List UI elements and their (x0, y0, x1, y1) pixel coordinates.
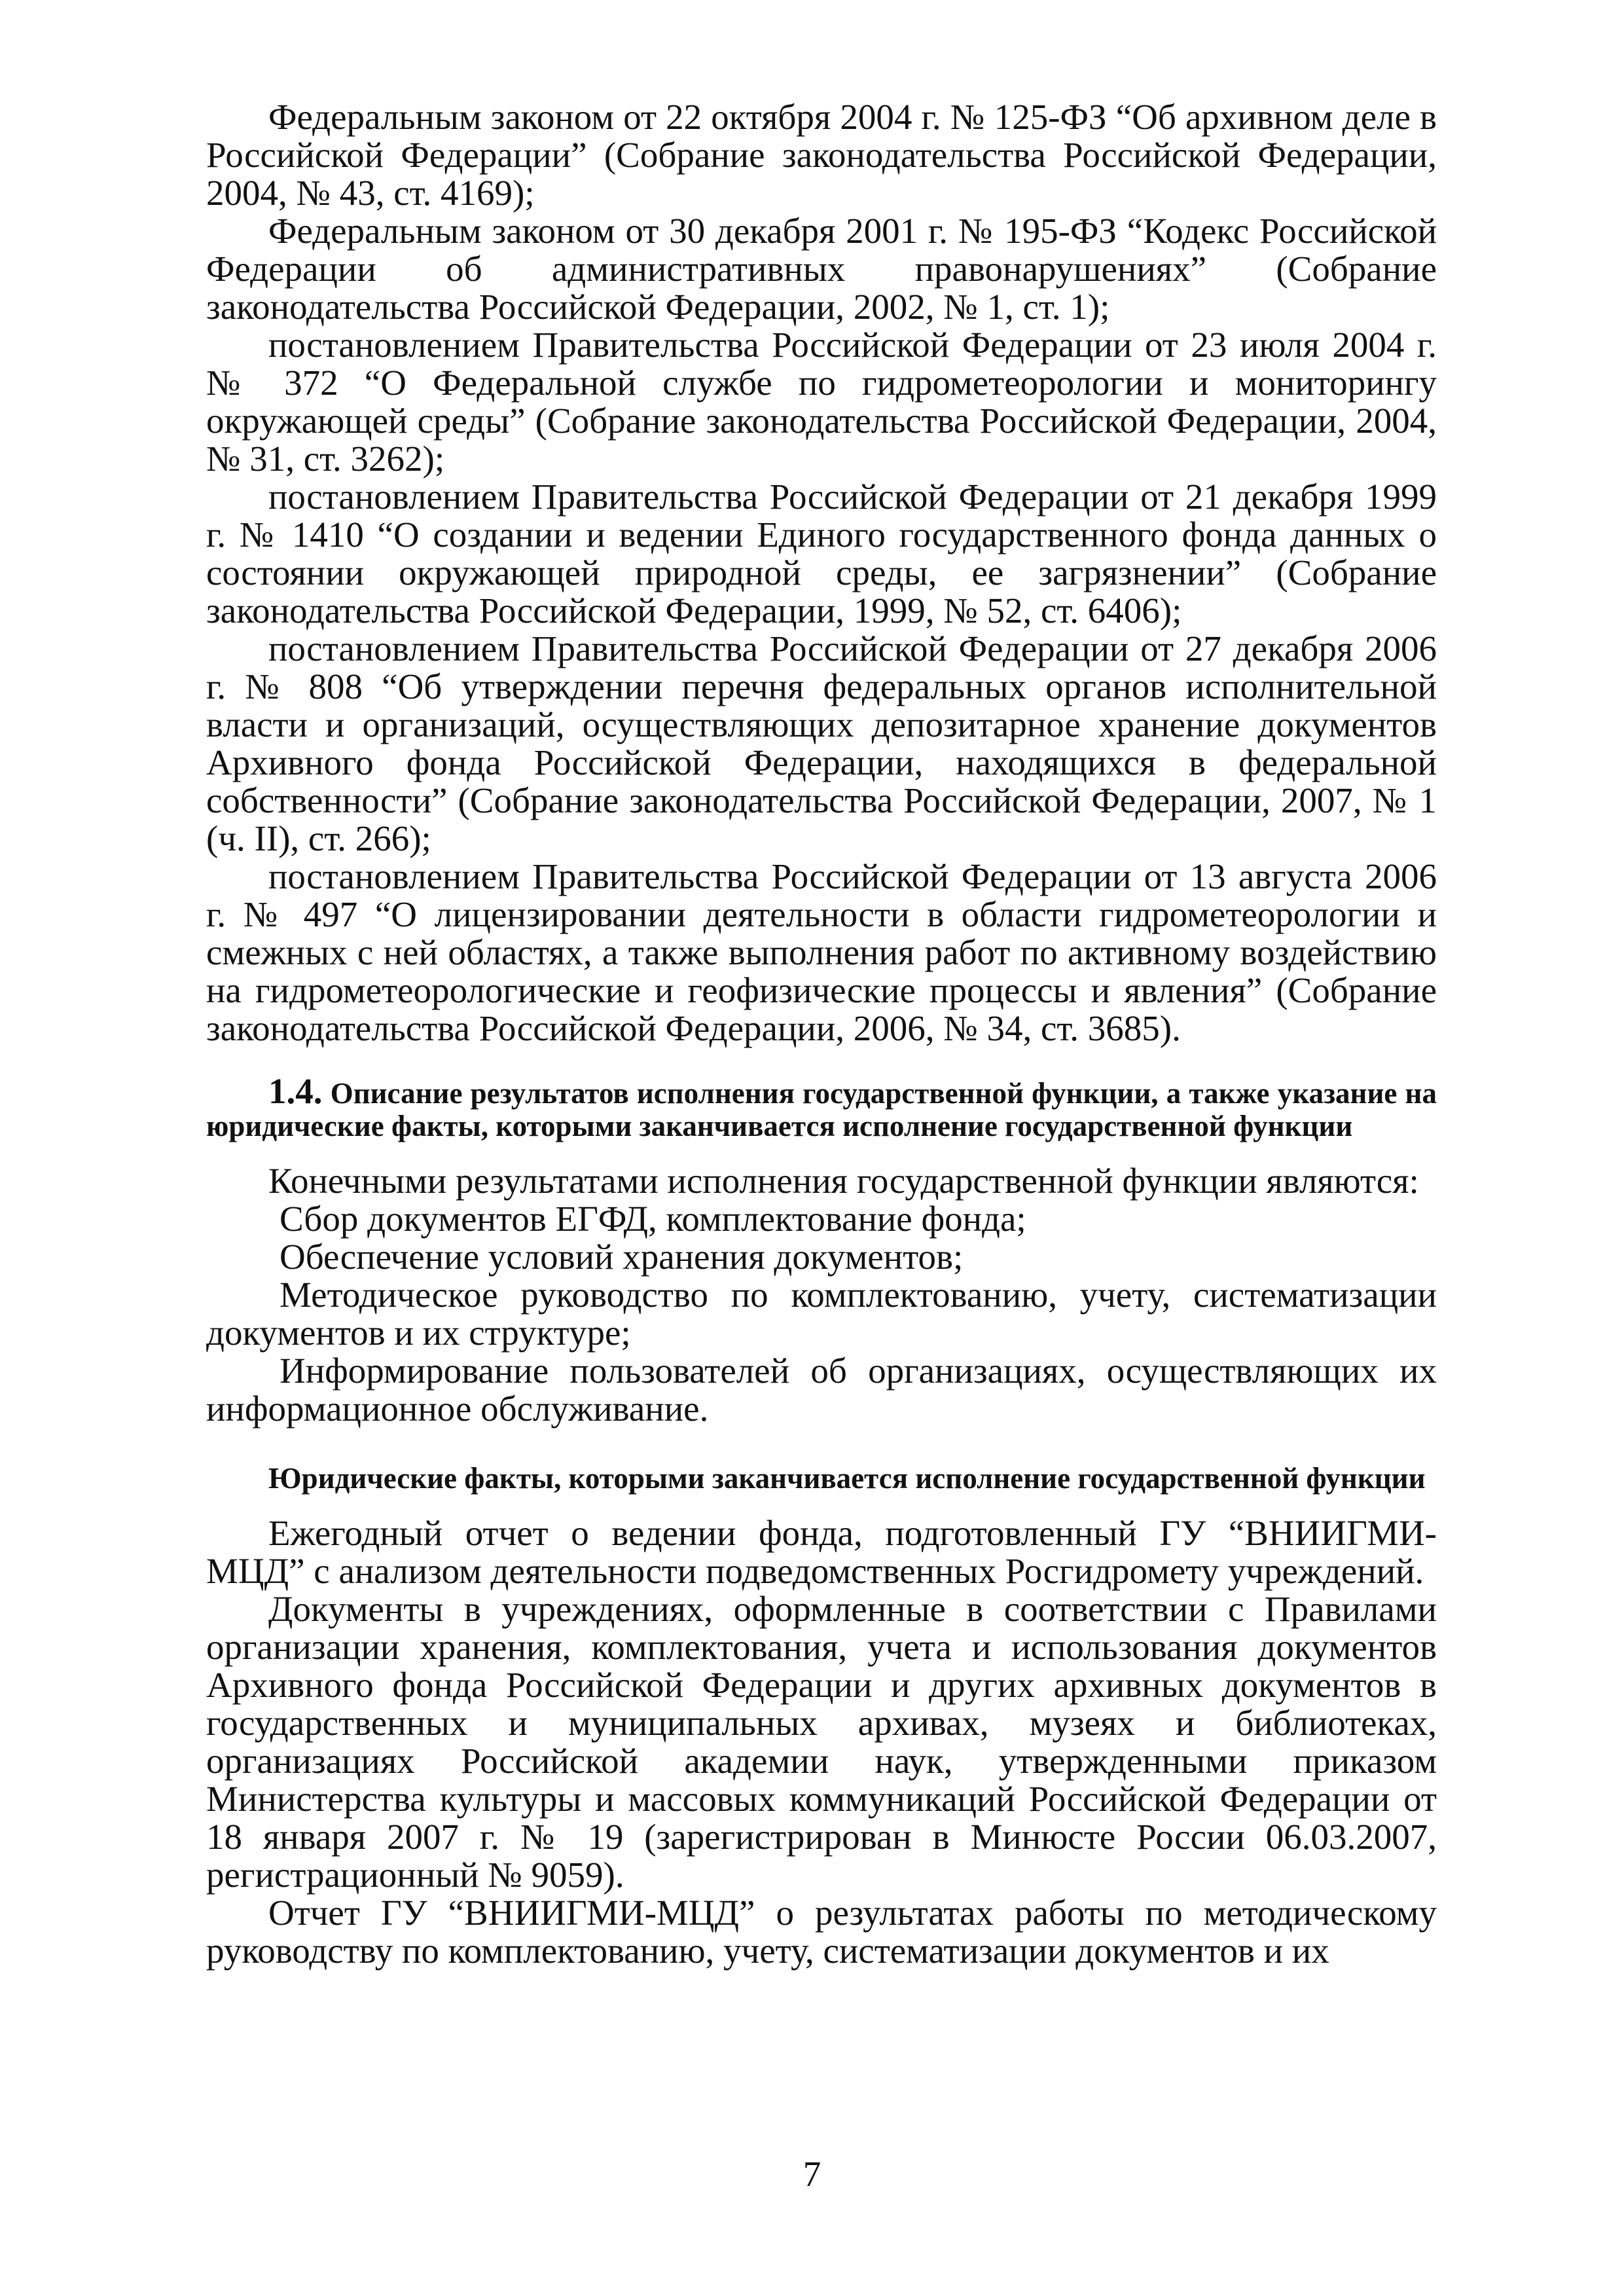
section-title: Описание результатов исполнения государственной функции, а также указание на юридические факты, которыми заканчивается исполнение государственной функции (206, 1077, 1437, 1142)
section-number: 1.4. (268, 1071, 323, 1111)
section-heading (206, 1071, 1437, 1142)
result-item: Информирование пользователей об организациях, осуществляющих их информационное обслуживание. (206, 1351, 1437, 1429)
result-item: Методическое руководство по комплектованию, учету, систематизации документов и их структуре; (206, 1275, 1437, 1353)
legal-facts-heading: Юридические факты, которыми заканчивается исполнение государственной функции (268, 1462, 1426, 1495)
legal-ref-item: постановлением Правительства Российской Федерации от 21 декабря 1999 г. № 1410 “О создании и ведении Единого государственного фонда данных о состоянии окружающей природной среды, ее загрязнении” (Собрание законодательства Российской Федерации, 1999, № 52, ст. 6406); (206, 477, 1437, 630)
legal-ref-item: Федеральным законом от 30 декабря 2001 г. № 195-ФЗ “Кодекс Российской Федерации об административных правонарушениях” (Собрание законодательства Российской Федерации, 2002, № 1, ст. 1); (206, 211, 1437, 327)
legal-ref-item: Федеральным законом от 22 октября 2004 г. № 125-ФЗ “Об архивном деле в Российской Федерации” (Собрание законодательства Российской Федерации, 2004, № 43, ст. 4169); (206, 97, 1437, 213)
legal-ref-item: постановлением Правительства Российской Федерации от 27 декабря 2006 г. № 808 “Об утверждении перечня федеральных органов исполнительной власти и организаций, осуществляющих депозитарное хранение документов Архивного фонда Российской Федерации, находящихся в федеральной собственности” (Собрание законодательства Российской Федерации, 2007, № 1 (ч. II), ст. 266); (206, 629, 1437, 858)
result-item: Сбор документов ЕГФД, комплектование фонда; (280, 1199, 1026, 1239)
result-item: Обеспечение условий хранения документов; (280, 1237, 964, 1277)
legal-ref-item: постановлением Правительства Российской Федерации от 13 августа 2006 г. № 497 “О лицензировании деятельности в области гидрометеорологии и смежных с ней областях, а также выполнения работ по активному воздействию на гидрометеорологические и геофизические процессы и явления” (Собрание законодательства Российской Федерации, 2006, № 34, ст. 3685). (206, 856, 1437, 1048)
legal-fact-paragraph: Отчет ГУ “ВНИИГМИ-МЦД” о результатах работы по методическому руководству по комплектованию, учету, систематизации документов и их (206, 1893, 1437, 1971)
legal-ref-item: постановлением Правительства Российской Федерации от 23 июля 2004 г. № 372 “О Федеральной службе по гидрометеорологии и мониторингу окружающей среды” (Собрание законодательства Российской Федерации, 2004, № 31, ст. 3262); (206, 325, 1437, 479)
legal-facts-section (206, 1462, 1437, 1970)
legal-references (206, 98, 1437, 1048)
legal-fact-paragraph: Документы в учреждениях, оформленные в соответствии с Правилами организации хранения, комплектования, учета и использования документов Архивного фонда Российской Федерации и других архивных документов в государственных и муниципальных архивах, музеях и библиотеках, организациях Российской академии наук, утвержденными приказом Министерства культуры и массовых коммуникаций Российской Федерации от 18 января 2007 г. № 19 (зарегистрирован в Минюсте России 06.03.2007, регистрационный № 9059). (206, 1589, 1437, 1895)
section-1-4 (206, 1071, 1437, 1429)
results-intro: Конечными результатами исполнения государственной функции являются: (268, 1161, 1419, 1201)
page-number: 7 (803, 2154, 821, 2194)
legal-fact-paragraph: Ежегодный отчет о ведении фонда, подготовленный ГУ “ВНИИГМИ-МЦД” с анализом деятельности подведомственных Росгидромету учреждений. (206, 1513, 1437, 1591)
document-page (206, 98, 1437, 1970)
